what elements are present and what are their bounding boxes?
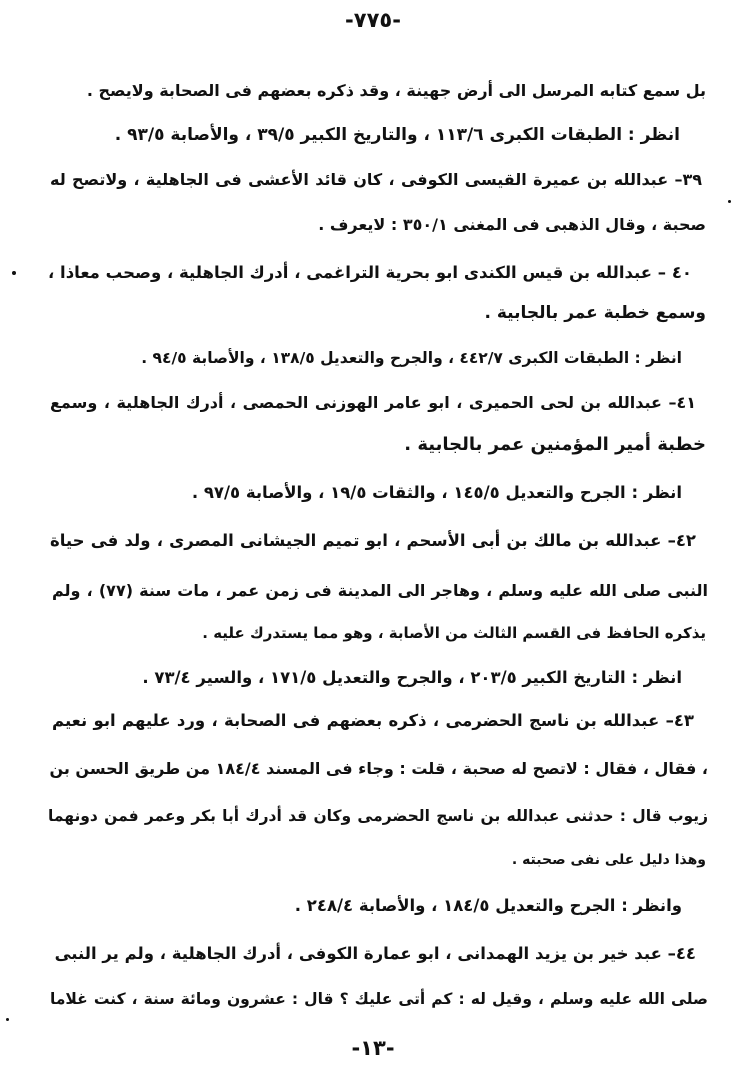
footer-page-number: -١٣- [351,1036,395,1060]
scan-speck-right [728,200,731,203]
text-line-14: انظر : التاريخ الكبير ٢٠٣/٥ ، والجرح والتعديل ١٧١/٥ ، والسير ٧٣/٤ . [142,668,682,687]
text-line-21: صلى الله عليه وسلم ، وقيل له : كم أتى عليك ؟ قال : عشرون ومائة سنة ، كنت غلاما [50,990,708,1008]
text-line-7: انظر : الطبقات الكبرى ٤٤٢/٧ ، والجرح والتعديل ١٣٨/٥ ، والأصابة ٩٤/٥ . [141,349,682,367]
text-line-4: صحبة ، وقال الذهبى فى المغنى ٣٥٠/١ : لايعرف . [318,215,706,234]
text-line-10: انظر : الجرح والتعديل ١٤٥/٥ ، والثقات ١٩/٥ ، والأصابة ٩٧/٥ . [191,483,682,502]
text-line-6: وسمع خطبة عمر بالجابية . [484,303,706,323]
text-line-8: ٤١– عبدالله بن لحى الحميرى ، ابو عامر الهوزنى الحمصى ، أدرك الجاهلية ، وسمع [50,393,696,412]
text-line-18: وهذا دليل على نفى صحبته . [511,852,706,868]
text-line-13: يذكره الحافظ فى القسم الثالث من الأصابة ، وهو مما يستدرك عليه . [202,624,706,642]
text-line-3: ٣٩– عبدالله بن عميرة القيسى الكوفى ، كان قائد الأعشى فى الجاهلية ، ولاتصح له [50,170,702,189]
text-line-17: زيوب قال : حدثنى عبدالله بن ناسج الحضرمى وكان قد أدرك أبا بكر وعمر فمن دونهما [48,807,708,825]
text-line-9: خطبة أمير المؤمنين عمر بالجابية . [404,434,706,455]
text-line-2: انظر : الطبقات الكبرى ١١٣/٦ ، والتاريخ الكبير ٣٩/٥ ، والأصابة ٩٣/٥ . [114,125,680,145]
text-line-19: وانظر : الجرح والتعديل ١٨٤/٥ ، والأصابة ٢٤٨/٤ . [294,896,682,915]
text-line-11: ٤٢– عبدالله بن مالك بن أبى الأسحم ، ابو تميم الجيشانى المصرى ، ولد فى حياة [50,531,696,550]
text-line-1: بل سمع كتابه المرسل الى أرض جهينة ، وقد ذكره بعضهم فى الصحابة ولايصح . [86,81,706,100]
text-line-12: النبى صلى الله عليه وسلم ، وهاجر الى المدينة فى زمن عمر ، مات سنة (٧٧) ، ولم [52,581,708,600]
text-line-5: ٤٠ – عبدالله بن قيس الكندى ابو بحرية التراغمى ، أدرك الجاهلية ، وصحب معاذا ، [48,263,692,282]
text-line-15: ٤٣– عبدالله بن ناسج الحضرمى ، ذكره بعضهم فى الصحابة ، ورد عليهم ابو نعيم [52,711,694,730]
scan-speck-bottom [6,1018,9,1021]
text-line-16: ، فقال ، فقال : لاتصح له صحبة ، قلت : وجاء فى المسند ١٨٤/٤ من طريق الحسن بن [49,759,708,778]
text-line-20: ٤٤– عبد خير بن يزيد الهمدانى ، ابو عمارة الكوفى ، أدرك الجاهلية ، ولم ير النبى [54,944,696,963]
header-page-number: -٧٧٥- [345,8,401,32]
scan-speck-left [12,271,16,275]
